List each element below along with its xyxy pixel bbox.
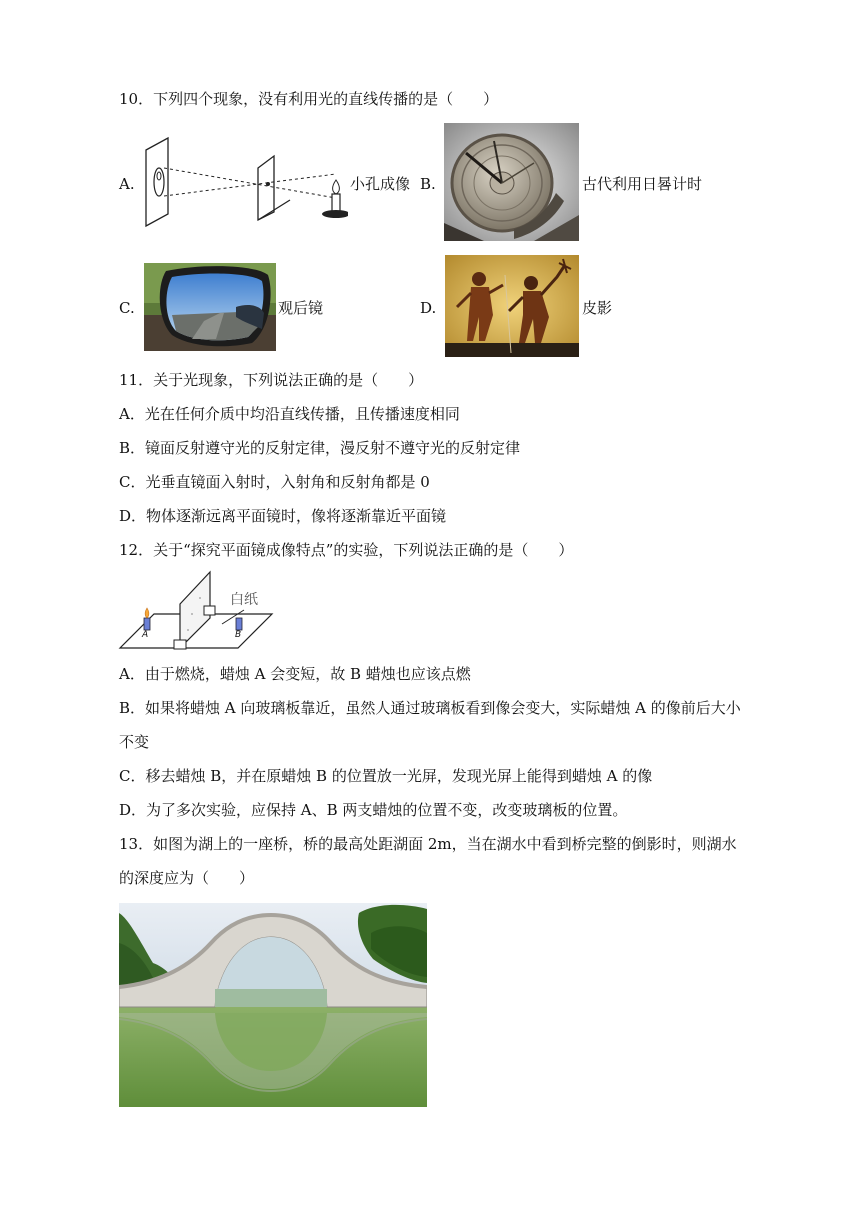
q13-stem-line2: 的深度应为（ ） (119, 869, 255, 887)
q11-option-b: B．镜面反射遵守光的反射定律，漫反射不遵守光的反射定律 (119, 439, 521, 457)
shadow-puppet-photo (445, 255, 579, 357)
q13-stem-line1: 13．如图为湖上的一座桥，桥的最高处距湖面 2m，当在湖水中看到桥完整的倒影时，则湖水 (119, 835, 737, 853)
q12-figure-label-paper: 白纸 (230, 592, 258, 608)
q10-option-c-caption: 观后镜 (278, 299, 324, 317)
q12-stem: 12．关于“探究平面镜成像特点”的实验，下列说法正确的是（ ） (119, 541, 574, 559)
q12-figure-label-b: B (235, 630, 242, 640)
q10-option-d-caption: 皮影 (582, 299, 613, 317)
q12-option-b-line1: B．如果将蜡烛 A 向玻璃板靠近，虽然人通过玻璃板看到像会变大，实际蜡烛 A 的像前后大小 (119, 699, 741, 717)
q12-option-d: D．为了多次实验，应保持 A、B 两支蜡烛的位置不变，改变玻璃板的位置。 (119, 801, 628, 819)
q11-option-d: D．物体逐渐远离平面镜时，像将逐渐靠近平面镜 (119, 507, 447, 525)
q10-option-b-caption: 古代利用日晷计时 (582, 175, 703, 193)
q11-stem: 11．关于光现象，下列说法正确的是（ ） (119, 371, 424, 389)
q10-stem: 10．下列四个现象，没有利用光的直线传播的是（ ） (119, 90, 499, 108)
q12-figure-label-a: A (142, 630, 149, 640)
q11-option-a: A．光在任何介质中均沿直线传播，且传播速度相同 (119, 405, 460, 423)
q11-option-c: C．光垂直镜面入射时，入射角和反射角都是 0 (119, 473, 430, 491)
q10-option-a-letter: A. (119, 175, 135, 193)
q10-option-b-letter: B. (420, 175, 436, 193)
q10-option-d-letter: D. (420, 299, 437, 317)
q10-option-c-letter: C. (119, 299, 135, 317)
q12-option-c: C．移去蜡烛 B，并在原蜡烛 B 的位置放一光屏，发现光屏上能得到蜡烛 A 的像 (119, 767, 653, 785)
q12-option-a: A．由于燃烧，蜡烛 A 会变短，故 B 蜡烛也应该点燃 (119, 665, 471, 683)
q12-option-b-line2: 不变 (119, 733, 150, 751)
rearview-mirror-photo (144, 263, 276, 351)
sundial-photo (444, 123, 579, 241)
arch-bridge-photo (119, 903, 427, 1107)
q10-option-a-caption: 小孔成像 (350, 175, 411, 193)
pinhole-imaging-figure (140, 134, 348, 232)
